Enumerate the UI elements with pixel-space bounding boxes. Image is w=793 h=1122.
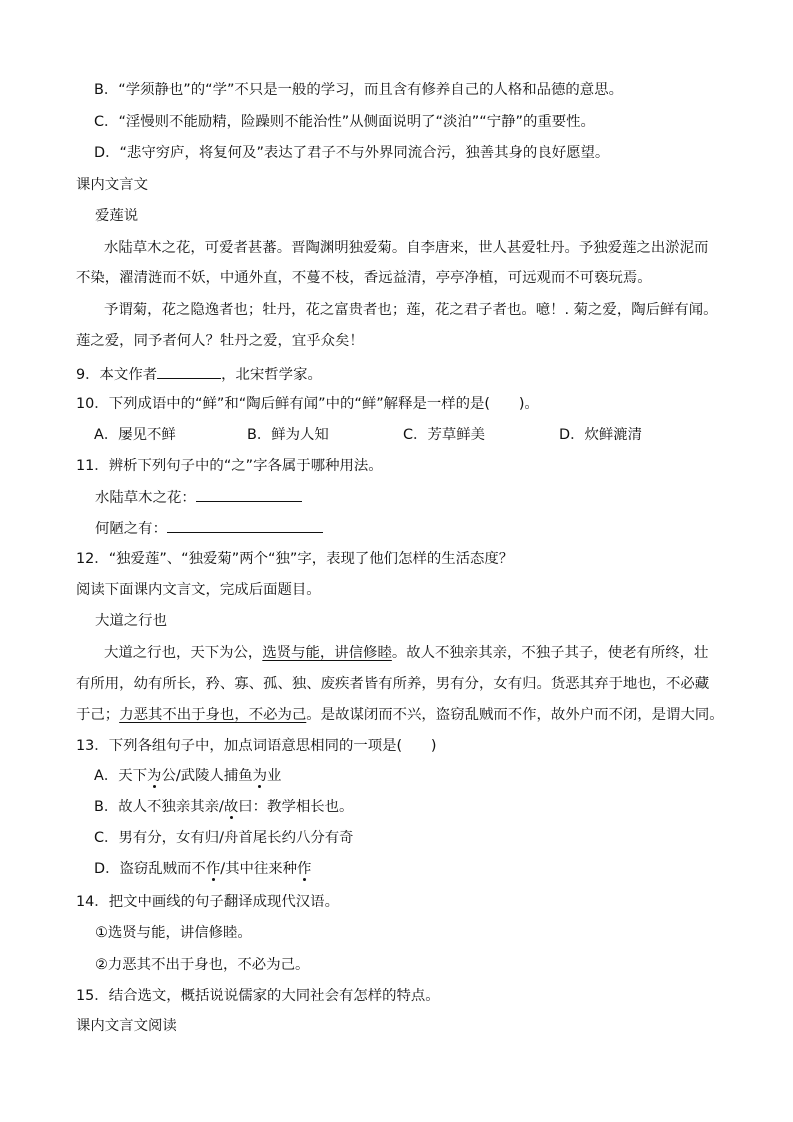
question-14: 14．把文中画线的句子翻译成现代汉语。 [76, 894, 339, 910]
dotted-word: 故 [223, 799, 239, 815]
option-text: D．盗窃乱贼而不 [94, 861, 206, 877]
question-10: 10．下列成语中的“鲜”和“陶后鲜有闻”中的“鲜”解释是一样的是( )。 [76, 396, 539, 412]
q13-option-a [94, 766, 281, 786]
section-heading: 课内文言文 [76, 177, 148, 193]
q13-option-c: C．男有分，女有归/舟首尾长约八分有奇 [94, 830, 354, 846]
question-12: 12．“独爱莲”、“独爱菊”两个“独”字，表现了他们怎样的生活态度？ [76, 551, 514, 567]
underlined-sentence: 力恶其不出于身也，不必为己 [119, 707, 307, 723]
passage-line: 莲之爱，同予者何人？牡丹之爱，宜乎众矣！ [76, 333, 364, 349]
q10-option-a: A．屡见不鲜 [94, 427, 176, 443]
underlined-sentence: 选贤与能，讲信修睦 [262, 645, 392, 661]
passage-text: 。故人不独亲其亲，不独子其子，使老有所终，壮 [391, 645, 709, 661]
q11-item-2 [95, 517, 323, 537]
section-intro: 阅读下面课内文言文，完成后面题目。 [76, 582, 321, 598]
q10-option-c: C．芳草鲜美 [403, 427, 486, 443]
question-text: 何陋之有： [95, 521, 167, 537]
section-heading: 课内文言文阅读 [76, 1018, 177, 1034]
question-text: 水陆草木之花： [95, 490, 196, 506]
passage-line: 不染，濯清涟而不妖，中通外直，不蔓不枝，香远益清，亭亭净植，可远观而不可亵玩焉。 [76, 270, 652, 286]
passage-line: 水陆草木之花，可爱者甚蕃。晋陶渊明独爱菊。自李唐来，世人甚爱牡丹。予独爱莲之出淤泥而 [104, 240, 709, 256]
option-text: /其中往来种 [220, 861, 298, 877]
answer-blank[interactable] [157, 363, 221, 379]
question-13: 13．下列各组句子中，加点词语意思相同的一项是( ) [76, 738, 437, 754]
q14-item-2: ②力恶其不出于身也，不必为己。 [95, 957, 310, 973]
q13-option-d [94, 859, 311, 879]
question-9 [76, 363, 322, 383]
option-text: 业 [267, 768, 282, 784]
passage-text: 。是故谋闭而不兴，盗窃乱贼而不作，故外户而不闭，是谓大同。 [306, 707, 724, 723]
dotted-word: 为 [252, 768, 268, 784]
q8-option-b: B．“学须静也”的“学”不只是一般的学习，而且含有修养自己的人格和品德的意思。 [94, 82, 623, 98]
answer-blank[interactable] [196, 486, 302, 502]
question-11: 11．辨析下列句子中的“之”字各属于哪种用法。 [76, 458, 383, 474]
dotted-word: 作 [205, 861, 221, 877]
passage-title: 大道之行也 [95, 613, 167, 629]
q13-option-b [94, 797, 353, 817]
q11-item-1 [95, 486, 302, 506]
passage-title: 爱莲说 [95, 208, 139, 224]
passage-line: 予谓菊，花之隐逸者也；牡丹，花之富贵者也；莲，花之君子者也。噫！. 菊之爱，陶后鲜有闻。 [104, 302, 718, 318]
passage-line: 有所用，幼有所长，矜、寡、孤、独、废疾者皆有所养，男有分，女有归。货恶其弃于地也，不必藏 [76, 676, 710, 692]
passage-line [76, 705, 724, 725]
dotted-word: 作 [297, 861, 312, 877]
question-text: 9．本文作者 [76, 367, 158, 383]
q10-option-b: B．鲜为人知 [247, 427, 329, 443]
option-text: 曰：教学相长也。 [238, 799, 354, 815]
passage-text: 大道之行也，天下为公， [104, 645, 263, 661]
passage-text: 于己； [76, 707, 120, 723]
q8-option-c: C．“淫慢则不能励精，险躁则不能治性”从侧面说明了“淡泊”“宁静”的重要性。 [94, 114, 595, 130]
option-text: B．故人不独亲其亲/ [94, 799, 224, 815]
question-text: ，北宋哲学家。 [221, 367, 322, 383]
answer-blank[interactable] [167, 517, 323, 533]
option-text: A．天下 [94, 768, 148, 784]
q14-item-1: ①选贤与能，讲信修睦。 [95, 925, 252, 941]
question-15: 15．结合选文，概括说说儒家的大同社会有怎样的特点。 [76, 988, 440, 1004]
q10-option-d: D．炊鲜漉清 [559, 427, 643, 443]
dotted-word: 为 [147, 768, 162, 784]
q8-option-d: D．“悲守穷庐，将复何及”表达了君子不与外界同流合污，独善其身的良好愿望。 [94, 145, 610, 161]
option-text: 公/武陵人捕鱼 [161, 768, 253, 784]
passage-line [104, 643, 708, 663]
